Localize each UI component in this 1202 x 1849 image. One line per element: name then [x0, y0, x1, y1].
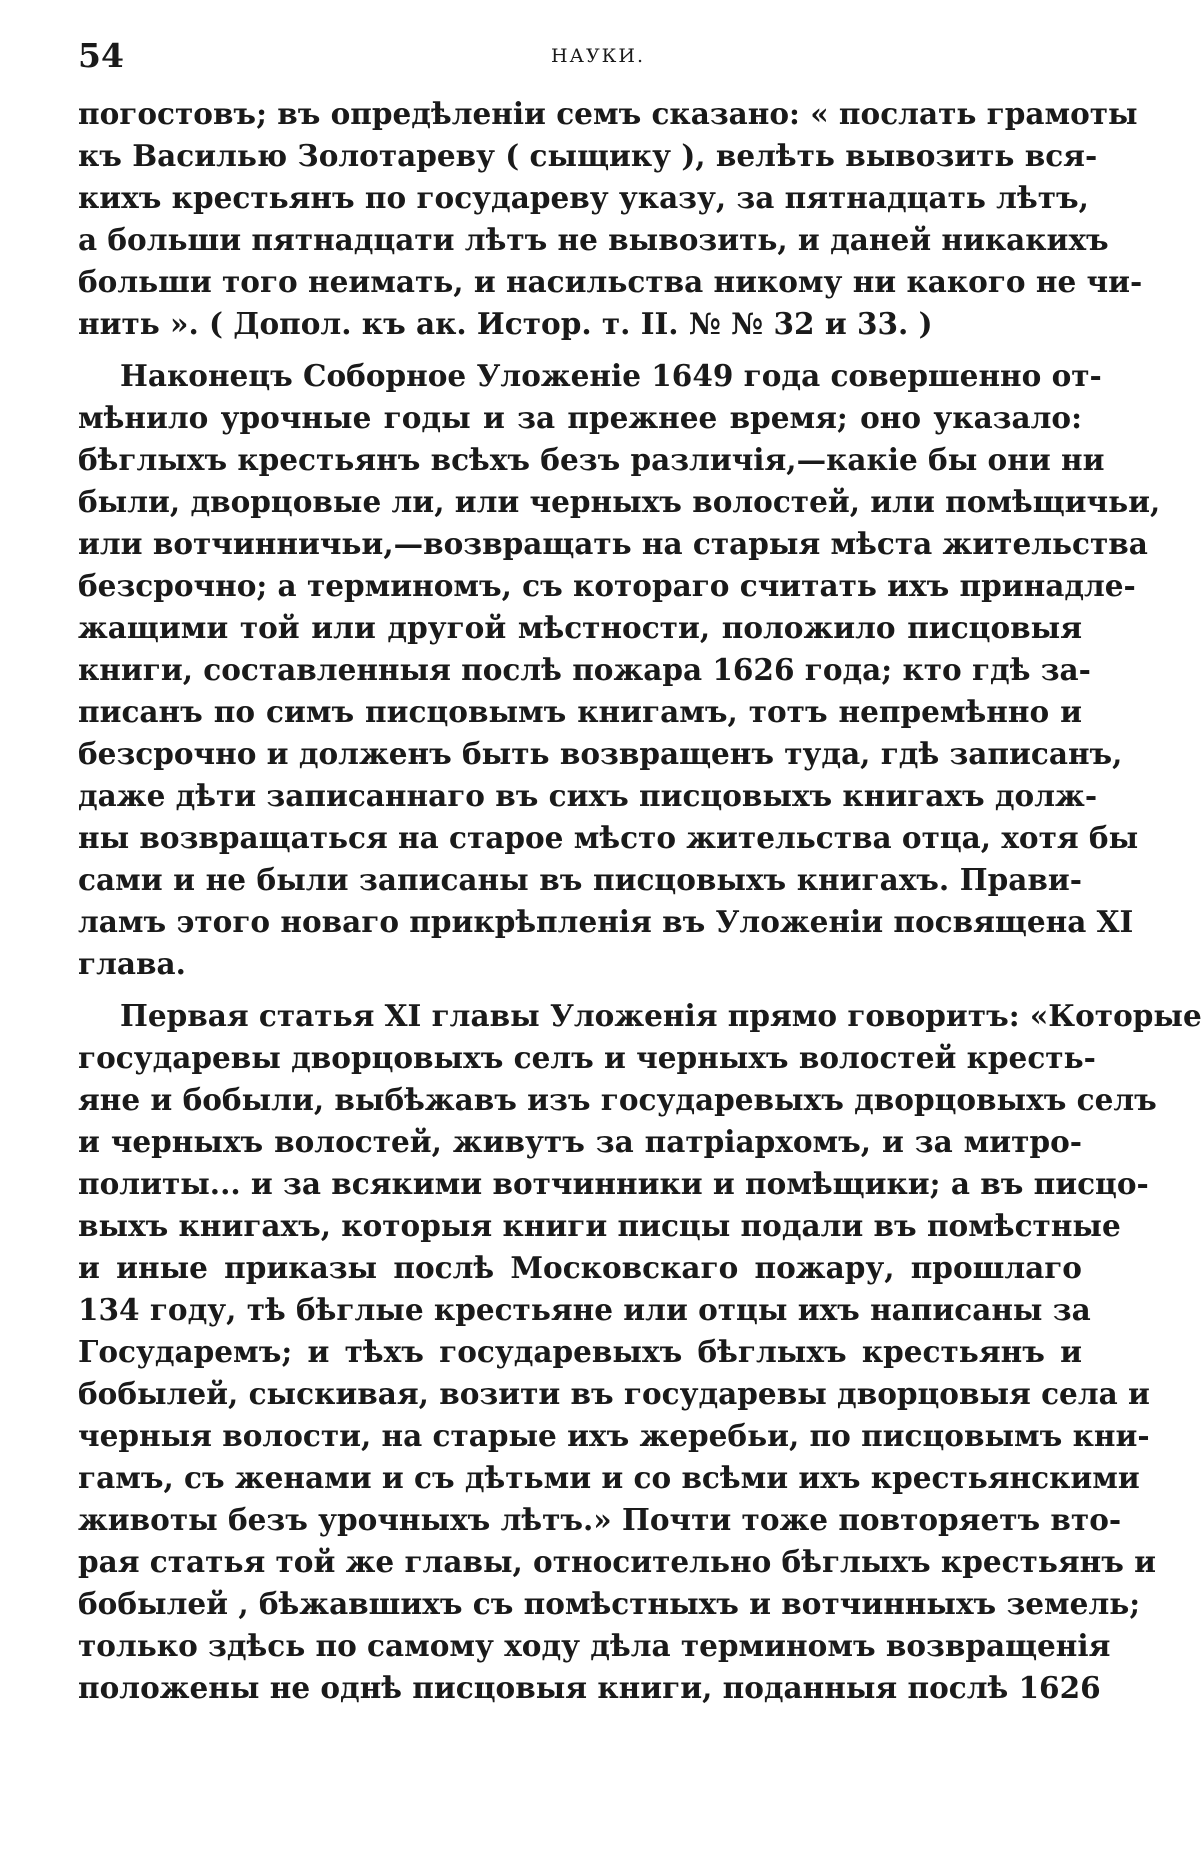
- text-line: положены не однѣ писцовыя книги, поданныя послѣ 1626: [78, 1670, 1101, 1705]
- text-line: рая статья той же главы, относительно бѣглыхъ крестьянъ и: [78, 1544, 1157, 1579]
- text-line: жащими той или другой мѣстности, положило писцовыя: [78, 610, 1082, 645]
- text-line: бобылей , бѣжавшихъ съ помѣстныхъ и вотчинныхъ земель;: [78, 1586, 1141, 1621]
- text-line: выхъ книгахъ, которыя книги писцы подали въ помѣстные: [78, 1208, 1121, 1243]
- text-line: сами и не были записаны въ писцовыхъ книгахъ. Прави-: [78, 862, 1082, 897]
- text-line: глава.: [78, 946, 186, 981]
- text-line: политы... и за всякими вотчинники и помѣщики; а въ писцо-: [78, 1166, 1149, 1201]
- text-line: а больши пятнадцати лѣтъ не вывозить, и даней никакихъ: [78, 222, 1109, 257]
- text-line: больши того неимать, и насильства никому ни какого не чи-: [78, 264, 1143, 299]
- text-line: книги, составленныя послѣ пожара 1626 года; кто гдѣ за-: [78, 652, 1091, 687]
- text-line: бѣглыхъ крестьянъ всѣхъ безъ различія,—какіе бы они ни: [78, 442, 1105, 477]
- text-line: и черныхъ волостей, живутъ за патріархомъ, и за митро-: [78, 1124, 1082, 1159]
- text-line: бобылей, сыскивая, возити въ государевы дворцовыя села и: [78, 1376, 1150, 1411]
- text-line: Первая статья XI главы Уложенія прямо говоритъ: «Которые: [120, 998, 1202, 1033]
- text-line: погостовъ; въ опредѣленіи семъ сказано: « послать грамоты: [78, 96, 1138, 131]
- text-line: гамъ, съ женами и съ дѣтьми и со всѣми ихъ крестьянскими: [78, 1460, 1140, 1495]
- text-line: ны возвращаться на старое мѣсто жительства отца, хотя бы: [78, 820, 1139, 855]
- text-line: Государемъ; и тѣхъ государевыхъ бѣглыхъ крестьянъ и: [78, 1334, 1082, 1369]
- text-line: были, дворцовые ли, или черныхъ волостей, или помѣщичьи,: [78, 484, 1161, 519]
- paragraph-2: [78, 355, 1161, 985]
- text-line: безсрочно; а терминомъ, съ котораго считать ихъ принадле-: [78, 568, 1136, 603]
- paragraph-1: [78, 93, 1143, 345]
- paragraph-3: [78, 995, 1202, 1709]
- text-line: кихъ крестьянъ по государеву указу, за пятнадцать лѣтъ,: [78, 180, 1089, 215]
- paragraph-spacer: [78, 345, 1082, 355]
- paragraph-spacer: [78, 985, 1082, 995]
- text-line: нить ». ( Допол. къ ак. Истор. т. II. № № 32 и 33. ): [78, 306, 933, 341]
- text-line: черныя волости, на старые ихъ жеребьи, по писцовымъ кни-: [78, 1418, 1150, 1453]
- text-line: писанъ по симъ писцовымъ книгамъ, тотъ непремѣнно и: [78, 694, 1082, 729]
- page-header: [78, 36, 1082, 76]
- text-line: мѣнило урочные годы и за прежнее время; оно указало:: [78, 400, 1082, 435]
- text-line: животы безъ урочныхъ лѣтъ.» Почти тоже повторяетъ вто-: [78, 1502, 1122, 1537]
- text-line: или вотчинничьи,—возвращать на старыя мѣста жительства: [78, 526, 1148, 561]
- text-line: только здѣсь по самому ходу дѣла терминомъ возвращенія: [78, 1628, 1111, 1663]
- text-body: [78, 93, 1202, 1709]
- text-line: Наконецъ Соборное Уложеніе 1649 года совершенно от-: [120, 358, 1102, 393]
- text-line: ламъ этого новаго прикрѣпленія въ Уложеніи посвящена XI: [78, 904, 1134, 939]
- text-line: яне и бобыли, выбѣжавъ изъ государевыхъ дворцовыхъ селъ: [78, 1082, 1157, 1117]
- text-line: даже дѣти записаннаго въ сихъ писцовыхъ книгахъ долж-: [78, 778, 1098, 813]
- text-line: и иные приказы послѣ Московскаго пожару, прошлаго: [78, 1250, 1082, 1285]
- text-line: государевы дворцовыхъ селъ и черныхъ волостей кресть-: [78, 1040, 1096, 1075]
- page-number: 54: [78, 36, 124, 75]
- text-line: 134 году, тѣ бѣглые крестьяне или отцы ихъ написаны за: [78, 1292, 1091, 1327]
- text-line: къ Василью Золотареву ( сыщику ), велѣть вывозить вся-: [78, 138, 1098, 173]
- text-line: безсрочно и долженъ быть возвращенъ туда, гдѣ записанъ,: [78, 736, 1123, 771]
- running-head: НАУКИ.: [550, 45, 645, 67]
